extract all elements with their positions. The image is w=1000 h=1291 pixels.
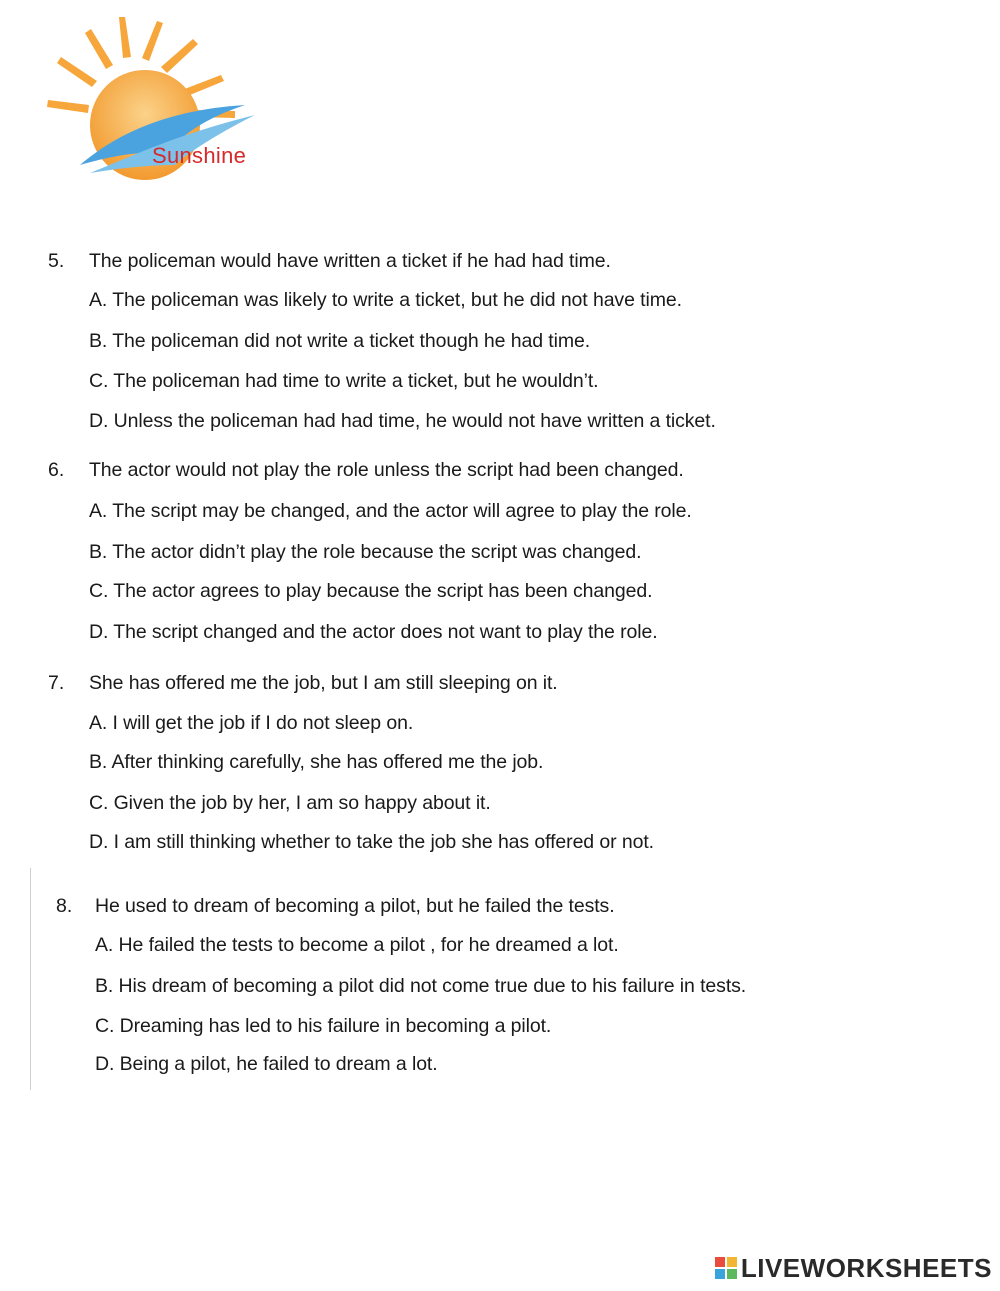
option-d[interactable]: D. I am still thinking whether to take the job she has offered or not. (89, 831, 654, 853)
liveworksheets-icon (715, 1257, 737, 1279)
option-d[interactable]: D. Being a pilot, he failed to dream a lot. (95, 1053, 438, 1075)
question-stem: The policeman would have written a ticket if he had had time. (89, 250, 611, 272)
option-d[interactable]: D. The script changed and the actor does not want to play the role. (89, 621, 658, 643)
question-number: 5. (48, 250, 65, 272)
option-b[interactable]: B. After thinking carefully, she has offered me the job. (89, 751, 544, 773)
option-b[interactable]: B. The policeman did not write a ticket though he had time. (89, 330, 591, 352)
option-b[interactable]: B. His dream of becoming a pilot did not come true due to his failure in tests. (95, 975, 747, 997)
option-c[interactable]: C. The actor agrees to play because the script has been changed. (89, 580, 653, 602)
left-rule (30, 868, 31, 1090)
question-number: 7. (48, 672, 65, 694)
question-stem: She has offered me the job, but I am still sleeping on it. (89, 672, 558, 694)
option-d[interactable]: D. Unless the policeman had had time, he would not have written a ticket. (89, 410, 716, 432)
option-a[interactable]: A. He failed the tests to become a pilot , for he dreamed a lot. (95, 934, 619, 956)
option-c[interactable]: C. Dreaming has led to his failure in becoming a pilot. (95, 1015, 552, 1037)
footer-brand-text: LIVEWORKSHEETS (740, 1252, 992, 1283)
option-a[interactable]: A. The script may be changed, and the actor will agree to play the role. (89, 500, 692, 522)
question-number: 8. (56, 895, 73, 917)
liveworksheets-footer (715, 1253, 992, 1283)
option-a[interactable]: A. The policeman was likely to write a ticket, but he did not have time. (89, 289, 682, 311)
question-number: 6. (48, 459, 65, 481)
question-stem: The actor would not play the role unless the script had been changed. (89, 459, 684, 481)
option-c[interactable]: C. The policeman had time to write a ticket, but he wouldn’t. (89, 370, 599, 392)
option-b[interactable]: B. The actor didn’t play the role because the script was changed. (89, 541, 642, 563)
logo-text: Sunshine (152, 143, 247, 168)
option-c[interactable]: C. Given the job by her, I am so happy about it. (89, 792, 491, 814)
option-a[interactable]: A. I will get the job if I do not sleep on. (89, 712, 414, 734)
question-stem: He used to dream of becoming a pilot, but he failed the tests. (95, 895, 615, 917)
